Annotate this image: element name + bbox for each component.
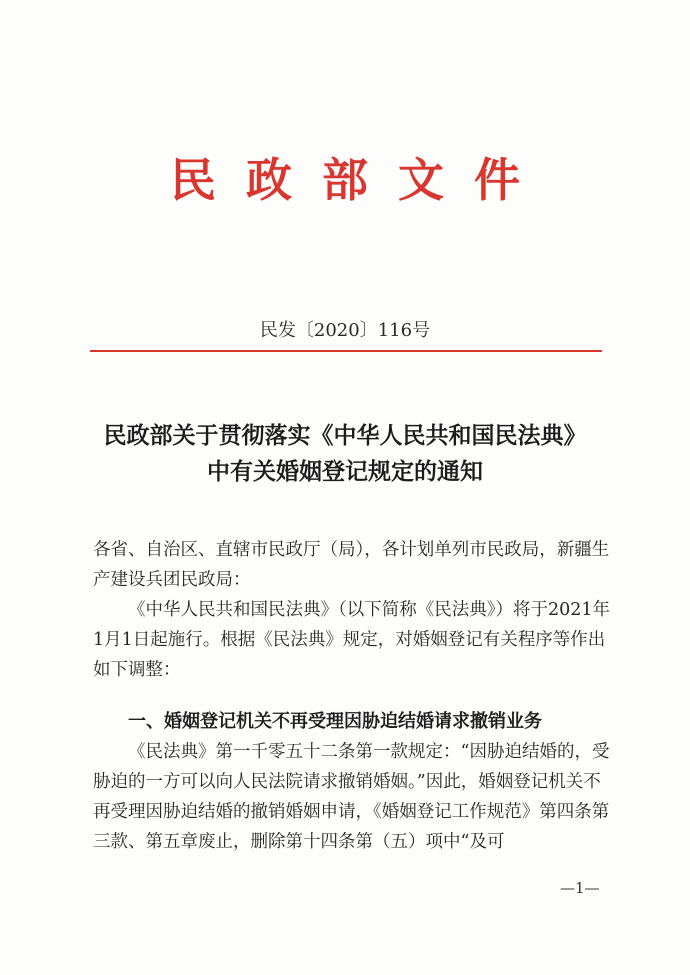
document-header-title: 民政部文件 xyxy=(170,153,550,207)
section-1-paragraph: 《民法典》第一千零五十二条第一款规定：“因胁迫结婚的，受胁迫的一方可以向人民法院请求撤销婚姻。”因此，婚姻登记机关不再受理因胁迫结婚的撤销婚姻申请，《婚姻登记工作规范》第四条第三款、第五章废止，删除第十四条第（五）项中“及可 xyxy=(93,742,610,852)
notice-title-line-2: 中有关婚姻登记规定的通知 xyxy=(207,458,483,485)
section-1-heading: 一、婚姻登记机关不再受理因胁迫结婚请求撤销业务 xyxy=(128,711,542,732)
notice-title xyxy=(80,418,610,490)
notice-title-line-1: 民政部关于贯彻落实《中华人民共和国民法典》 xyxy=(103,422,587,449)
document-number: 民发〔2020〕116号 xyxy=(259,320,431,341)
red-divider-rule xyxy=(90,350,602,352)
recipients-paragraph: 各省、自治区、直辖市民政厅（局），各计划单列市民政局，新疆生产建设兵团民政局： xyxy=(93,540,610,590)
page-number: —1— xyxy=(560,879,600,897)
intro-paragraph: 《中华人民共和国民法典》（以下简称《民法典》）将于2021年1月1日起施行。根据《民法典》规定，对婚姻登记有关程序等作出如下调整： xyxy=(93,600,611,680)
